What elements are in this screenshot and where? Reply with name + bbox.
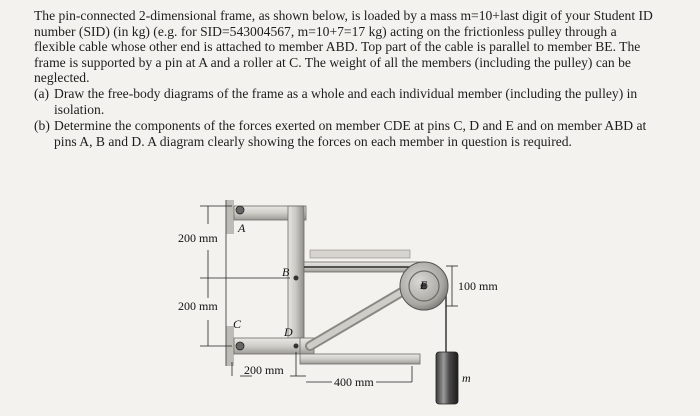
question-part-a xyxy=(34,86,674,117)
label-c: C xyxy=(233,317,242,331)
member-cde xyxy=(234,286,420,364)
label-b: B xyxy=(282,265,290,279)
frame-diagram xyxy=(0,186,700,416)
dim-bottom-right-horizontal: 400 mm xyxy=(334,375,374,389)
part-b-line: pins A, B and D. A diagram clearly showing the forces on each member in question is required. xyxy=(54,133,572,149)
part-b-label: (b) xyxy=(34,118,50,133)
dim-top-vertical: 200 mm xyxy=(178,231,218,245)
intro-line: number (SID) (in kg) (e.g. for SID=543004567, m=10+7=17 kg) acting on the frictionless pulley through a xyxy=(34,23,617,39)
intro-line: frame is supported by a pin at A and a roller at C. The weight of all the members (including the pulley) can be xyxy=(34,54,631,70)
intro-line: The pin-connected 2-dimensional frame, as shown below, is loaded by a mass m=10+last digit of your Student ID xyxy=(34,8,653,23)
mass-m xyxy=(436,352,458,404)
question-part-b xyxy=(34,118,674,149)
part-a-label: (a) xyxy=(34,86,50,101)
problem-intro xyxy=(34,8,674,86)
label-d: D xyxy=(284,325,293,339)
dim-bottom-vertical: 200 mm xyxy=(178,299,218,313)
label-m: m xyxy=(462,371,471,385)
roller-c-icon xyxy=(236,342,244,350)
label-e: E xyxy=(420,278,428,292)
part-b-line: Determine the components of the forces exerted on member CDE at pins C, D and E and on member ABD at xyxy=(54,118,647,133)
pin-d-icon xyxy=(294,344,299,349)
intro-line: neglected. xyxy=(34,70,90,86)
dim-bottom-left-horizontal: 200 mm xyxy=(244,363,284,377)
part-a-line: isolation. xyxy=(54,101,105,117)
pin-a-icon xyxy=(236,206,244,214)
label-a: A xyxy=(238,221,246,235)
member-be xyxy=(304,250,424,272)
intro-line: flexible cable whose other end is attached to member ABD. Top part of the cable is parallel to member BE. The xyxy=(34,39,641,55)
part-a-line: Draw the free-body diagrams of the frame as a whole and each individual member (including the pulley) in xyxy=(54,86,638,101)
wall-support xyxy=(226,200,234,366)
dim-pulley-radius: 100 mm xyxy=(458,279,498,293)
pin-b-icon xyxy=(294,276,299,281)
